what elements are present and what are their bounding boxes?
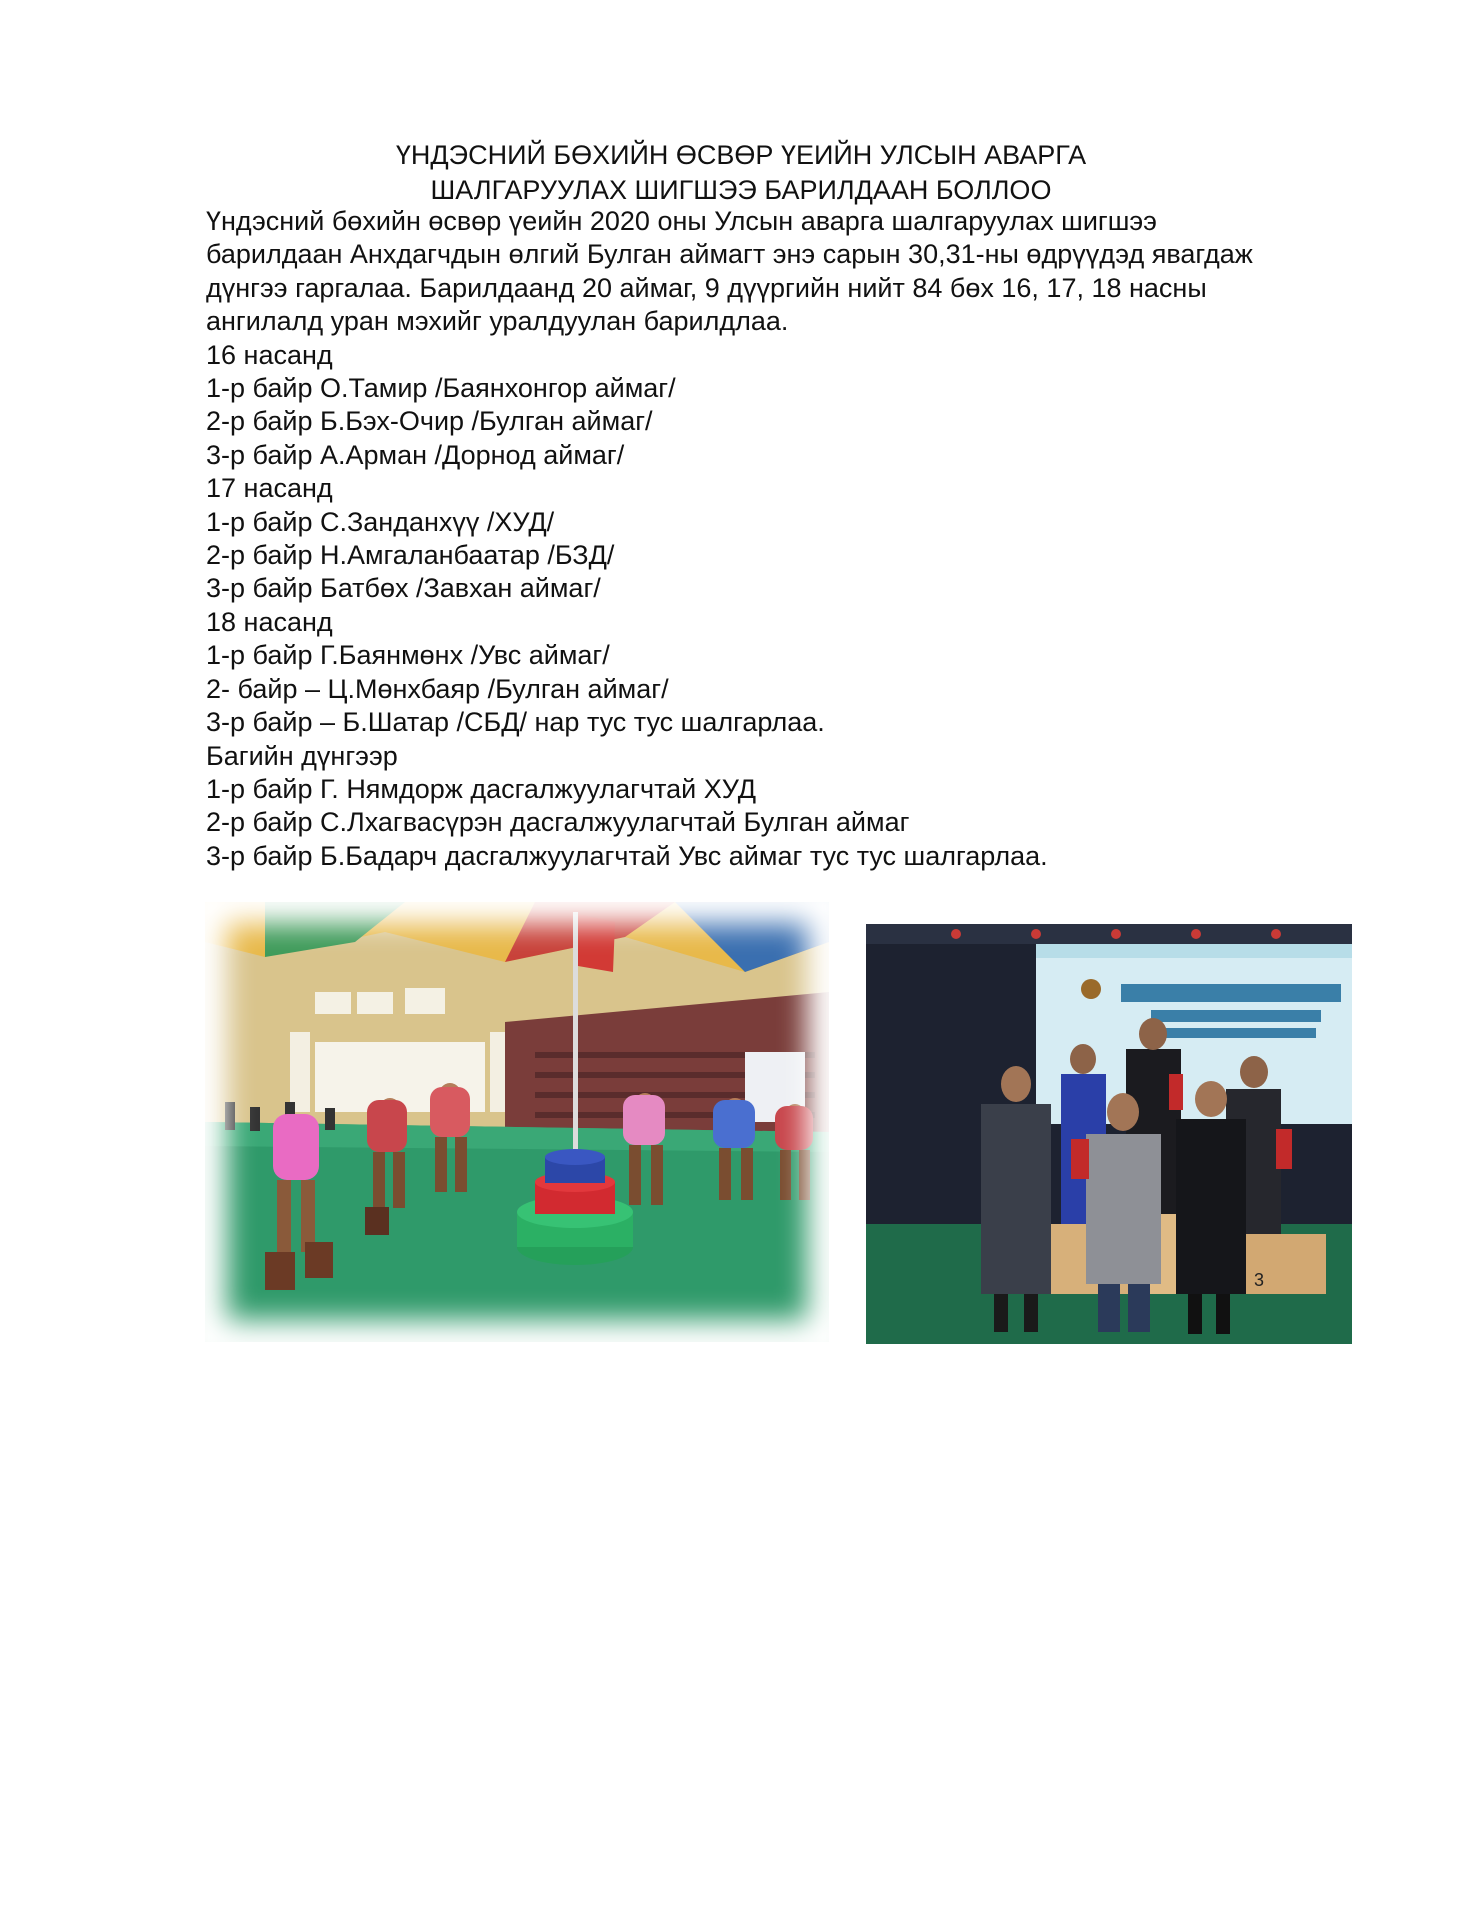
age16-place-1: 1-р байр О.Тамир /Баянхонгор аймаг/ bbox=[206, 373, 676, 404]
age18-place-1: 1-р байр Г.Баянмөнх /Увс аймаг/ bbox=[206, 640, 610, 671]
age17-place-3: 3-р байр Батбөх /Завхан аймаг/ bbox=[206, 573, 601, 604]
intro-line: Үндэсний бөхийн өсвөр үеийн 2020 оны Улсын аварга шалгаруулах шигшээ bbox=[206, 206, 1157, 236]
title-line-1: ҮНДЭСНИЙ БӨХИЙН ӨСВӨР ҮЕИЙН УЛСЫН АВАРГА bbox=[395, 140, 1087, 170]
intro-line: дүнгээ гаргалаа. Барилдаанд 20 аймаг, 9 дүүргийн нийт 84 бөх 16, 17, 18 насны bbox=[206, 272, 1207, 303]
intro-line: барилдаан Анхдагчдын өлгий Булган аймагт энэ сарын 30,31-ны өдрүүдэд явагдаж bbox=[206, 239, 1253, 270]
age16-place-2: 2-р байр Б.Бэх-Очир /Булган аймаг/ bbox=[206, 406, 653, 437]
age18-place-2: 2- байр – Ц.Мөнхбаяр /Булган аймаг/ bbox=[206, 673, 669, 704]
age17-place-2: 2-р байр Н.Амгаланбаатар /БЗД/ bbox=[206, 540, 615, 571]
podium-number: 3 bbox=[1254, 1270, 1265, 1290]
article-body bbox=[206, 205, 1356, 873]
age18-heading: 18 насанд bbox=[206, 606, 333, 637]
title-line-2: ШАЛГАРУУЛАХ ШИГШЭЭ БАРИЛДААН БОЛЛОО bbox=[430, 175, 1052, 205]
team-heading: Багийн дүнгээр bbox=[206, 740, 398, 771]
age16-place-3: 3-р байр А.Арман /Дорнод аймаг/ bbox=[206, 439, 625, 470]
team-place-1: 1-р байр Г. Нямдорж дасгалжуулагчтай ХУД bbox=[206, 773, 756, 804]
intro-line: ангилалд уран мэхийг уралдуулан барилдлаа. bbox=[206, 306, 789, 337]
age17-heading: 17 насанд bbox=[206, 473, 333, 504]
age18-place-3: 3-р байр – Б.Шатар /СБД/ нар тус тус шалгарлаа. bbox=[206, 707, 825, 738]
wrestling-arena-photo bbox=[205, 902, 829, 1342]
age16-heading: 16 насанд bbox=[206, 339, 333, 370]
award-ceremony-photo bbox=[866, 924, 1352, 1344]
age17-place-1: 1-р байр С.Занданхүү /ХУД/ bbox=[206, 506, 555, 537]
team-place-2: 2-р байр С.Лхагвасүрэн дасгалжуулагчтай Булган аймаг bbox=[206, 807, 910, 838]
article-title bbox=[206, 138, 1276, 208]
team-place-3: 3-р байр Б.Бадарч дасгалжуулагчтай Увс аймаг тус тус шалгарлаа. bbox=[206, 840, 1048, 871]
